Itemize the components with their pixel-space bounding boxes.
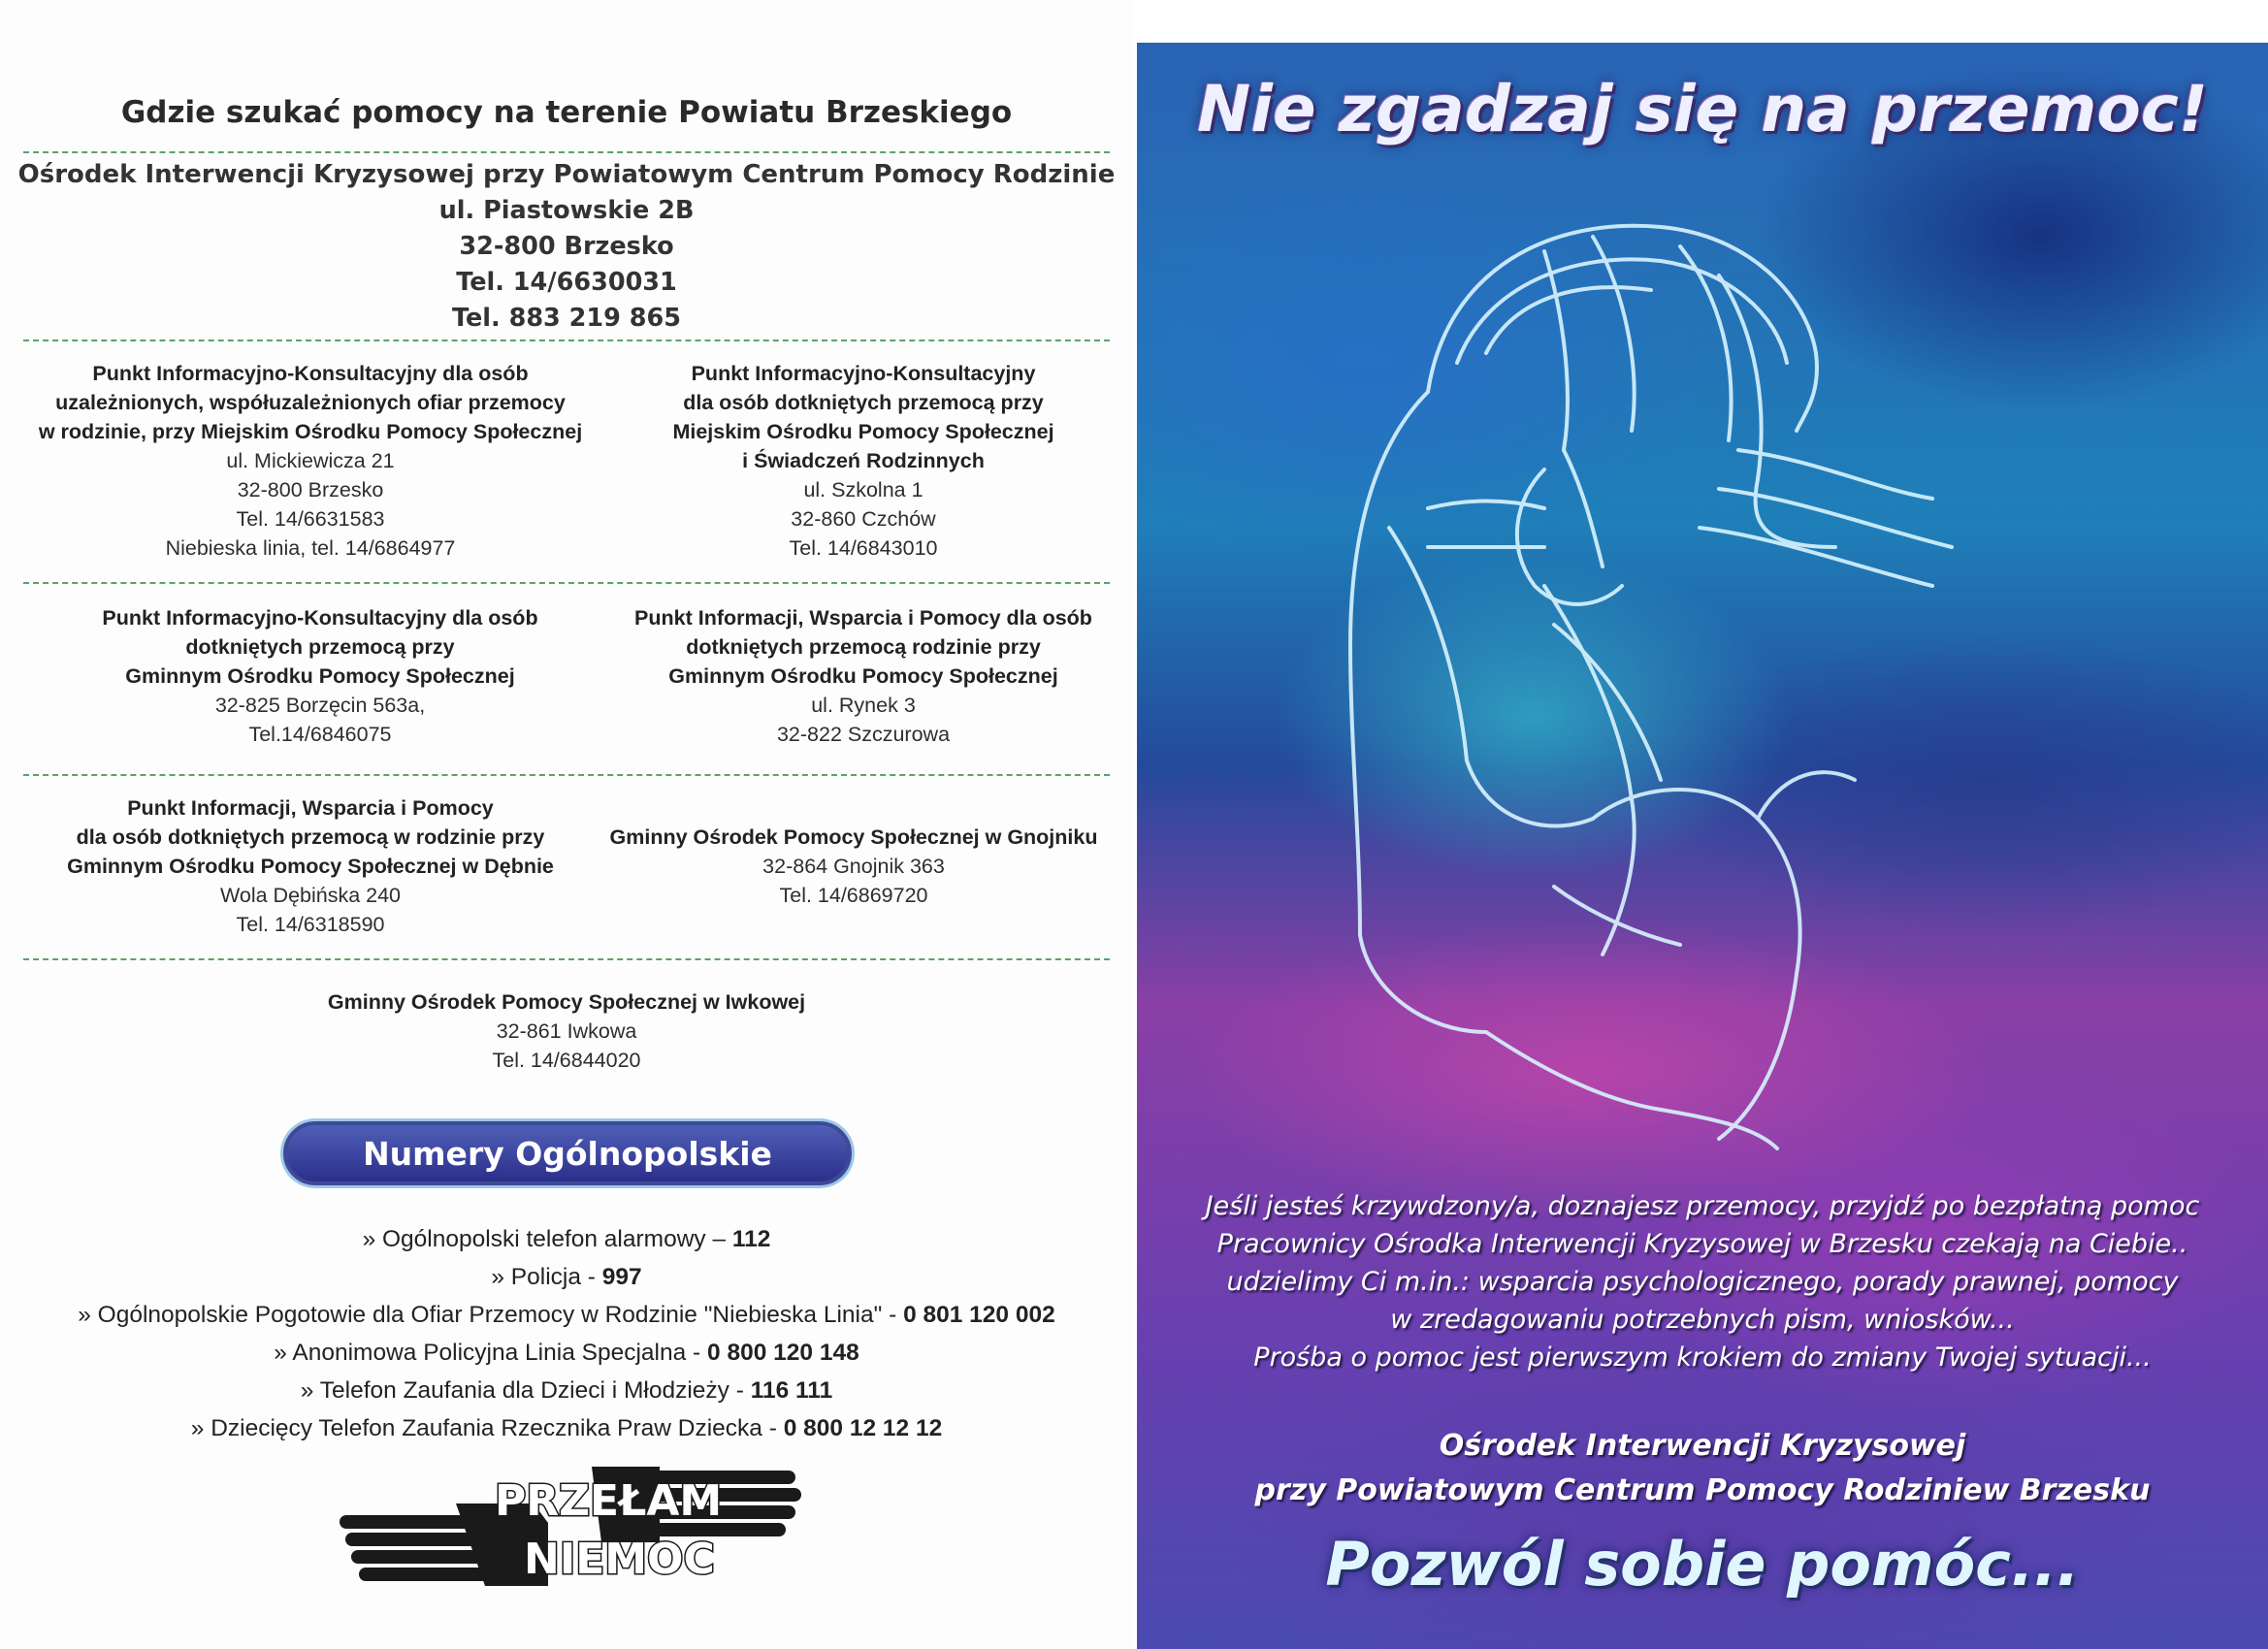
point-phone: Tel.14/6846075 <box>248 723 392 746</box>
number-value: 116 111 <box>750 1377 833 1404</box>
number-item <box>0 1258 1133 1296</box>
point-phone: Tel. 14/6869720 <box>779 884 928 907</box>
number-item <box>0 1296 1133 1334</box>
point-title: i Świadczeń Rodzinnych <box>742 449 985 472</box>
point-title: Gminny Ośrodek Pomocy Społecznej w Gnojniku <box>609 825 1098 849</box>
number-label: » Dziecięcy Telefon Zaufania Rzecznika Praw Dziecka - <box>190 1415 784 1441</box>
number-value: 0 800 12 12 12 <box>783 1415 943 1441</box>
logo-line1: PRZEŁAM <box>495 1476 723 1526</box>
number-value: 112 <box>731 1226 771 1252</box>
main-center-street: ul. Piastowskie 2B <box>438 196 695 225</box>
poster-organization <box>1137 1424 2268 1513</box>
paragraph-line: udzielimy Ci m.in.: wsparcia psychologicznego, porady prawnej, pomocy <box>1226 1267 2179 1297</box>
poster-paragraph <box>1137 1187 2268 1376</box>
point-title: dotkniętych przemocą przy <box>185 635 455 659</box>
point-city: 32-864 Gnojnik 363 <box>762 855 945 878</box>
divider <box>23 151 1110 153</box>
point-title: Punkt Informacji, Wsparcia i Pomocy <box>127 796 494 820</box>
divider <box>23 774 1110 776</box>
point-title: uzależnionych, współuzależnionych ofiar przemocy <box>55 391 566 414</box>
number-label: » Policja - <box>491 1264 602 1290</box>
point-city: 32-822 Szczurowa <box>776 723 951 746</box>
number-label: » Ogólnopolski telefon alarmowy – <box>362 1226 732 1252</box>
number-item <box>0 1334 1133 1372</box>
point-title: Gminny Ośrodek Pomocy Społecznej w Iwkowej <box>327 990 806 1014</box>
point-title: Gminnym Ośrodku Pomocy Społecznej <box>668 664 1058 688</box>
point-street: Wola Dębińska 240 <box>219 884 402 907</box>
point-czchow <box>601 359 1125 563</box>
point-gnojnik <box>582 823 1125 910</box>
main-center-phone-mobile: Tel. 883 219 865 <box>451 304 682 333</box>
number-label: » Anonimowa Policyjna Linia Specjalna - <box>274 1340 708 1366</box>
paragraph-line: Jeśli jesteś krzywdzony/a, doznajesz przemocy, przyjdź po bezpłatną pomoc <box>1205 1191 2200 1221</box>
point-phone: Tel. 14/6318590 <box>236 913 385 936</box>
point-title: dotkniętych przemocą rodzinie przy <box>686 635 1041 659</box>
point-brzesko <box>19 359 601 563</box>
point-title: Gminnym Ośrodku Pomocy Społecznej w Dębnie <box>67 855 554 878</box>
point-phone-line: Niebieska linia, tel. 14/6864977 <box>165 536 456 560</box>
point-title: Punkt Informacyjno-Konsultacyjny dla osób <box>92 362 529 385</box>
divider <box>23 958 1110 960</box>
point-szczurowa <box>601 603 1125 749</box>
point-city: 32-861 Iwkowa <box>496 1019 637 1043</box>
organization-line: przy Powiatowym Centrum Pomocy Rodziniew Brzesku <box>1254 1473 2151 1507</box>
point-city: 32-860 Czchów <box>791 507 936 531</box>
poster-title: Nie zgadzaj się na przemoc! <box>1196 72 2209 146</box>
number-label: » Ogólnopolskie Pogotowie dla Ofiar Przemocy w Rodzinie "Niebieska Linia" - <box>78 1302 904 1328</box>
paragraph-line: Pracownicy Ośrodka Interwencji Kryzysowej w Brzesku czekają na Ciebie.. <box>1216 1229 2188 1259</box>
organization-line: Ośrodek Interwencji Kryzysowej <box>1439 1429 1966 1463</box>
divider <box>23 340 1110 341</box>
point-title: w rodzinie, przy Miejskim Ośrodku Pomocy Społecznej <box>38 420 583 443</box>
page-heading: Gdzie szukać pomocy na terenie Powiatu Brzeskiego <box>120 95 1013 130</box>
point-title: dla osób dotkniętych przemocą przy <box>683 391 1044 414</box>
point-street: ul. Szkolna 1 <box>803 478 923 501</box>
point-title: Punkt Informacji, Wsparcia i Pomocy dla osób <box>634 606 1092 630</box>
paragraph-line: Prośba o pomoc jest pierwszym krokiem do zmiany Twojej sytuacji... <box>1253 1342 2152 1373</box>
number-item <box>0 1409 1133 1447</box>
point-street: ul. Mickiewicza 21 <box>226 449 395 472</box>
right-panel-poster <box>1137 43 2268 1649</box>
point-iwkowa <box>0 987 1133 1075</box>
point-city: 32-800 Brzesko <box>237 478 384 501</box>
point-debno <box>19 793 601 939</box>
number-item <box>0 1372 1133 1409</box>
point-city: 32-825 Borzęcin 563a, <box>214 694 426 717</box>
point-phone: Tel. 14/6631583 <box>236 507 385 531</box>
point-title: Punkt Informacyjno-Konsultacyjny dla osób <box>102 606 538 630</box>
point-title: Miejskim Ośrodku Pomocy Społecznej <box>672 420 1054 443</box>
point-phone: Tel. 14/6843010 <box>789 536 938 560</box>
number-label: » Telefon Zaufania dla Dzieci i Młodzieży - <box>300 1377 751 1404</box>
point-title: Gminnym Ośrodku Pomocy Społecznej <box>125 664 515 688</box>
przelam-niemoc-logo <box>340 1465 805 1591</box>
point-title: dla osób dotkniętych przemocą w rodzinie przy <box>76 825 545 849</box>
crouching-woman-illustration <box>1137 43 2268 1649</box>
number-value: 0 800 120 148 <box>707 1340 859 1366</box>
point-street: ul. Rynek 3 <box>811 694 916 717</box>
national-numbers-badge: Numery Ogólnopolskie <box>283 1121 852 1185</box>
main-center-info <box>0 157 1133 337</box>
point-borzecin <box>39 603 601 749</box>
main-center-city: 32-800 Brzesko <box>459 232 674 261</box>
left-panel <box>0 0 1133 1649</box>
logo-line2: NIEMOC <box>524 1535 715 1584</box>
number-item <box>0 1220 1133 1258</box>
main-center-phone: Tel. 14/6630031 <box>456 268 677 297</box>
divider <box>23 582 1110 584</box>
point-phone: Tel. 14/6844020 <box>492 1049 641 1072</box>
national-numbers-list <box>0 1220 1133 1447</box>
number-value: 0 801 120 002 <box>903 1302 1055 1328</box>
poster-slogan: Pozwól sobie pomóc... <box>1325 1529 2080 1600</box>
number-value: 997 <box>601 1264 642 1290</box>
paragraph-line: w zredagowaniu potrzebnych pism, wniosków... <box>1390 1305 2015 1335</box>
main-center-name: Ośrodek Interwencji Kryzysowej przy Powiatowym Centrum Pomocy Rodzinie <box>17 160 1116 189</box>
point-title: Punkt Informacyjno-Konsultacyjny <box>691 362 1036 385</box>
